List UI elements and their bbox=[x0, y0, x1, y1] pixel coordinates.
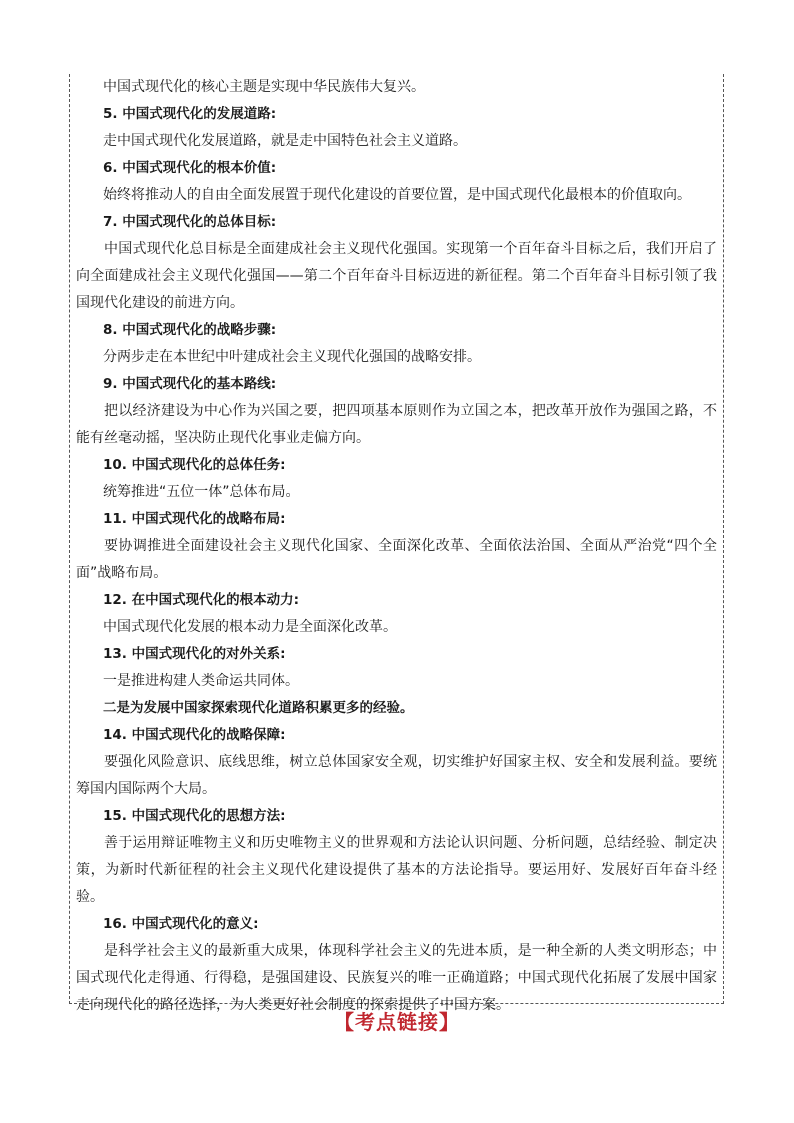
section-body: 要协调推进全面建设社会主义现代化国家、全面深化改革、全面依法治国、全面从严治党“四个全面”战略布局。 bbox=[76, 538, 717, 581]
section-heading: 8. 中国式现代化的战略步骤: bbox=[103, 322, 277, 338]
section-body: 中国式现代化发展的根本动力是全面深化改革。 bbox=[103, 619, 397, 635]
section-bold-text: 二是为发展中国家探索现代化道路积累更多的经验。 bbox=[103, 700, 414, 716]
section-heading: 13. 中国式现代化的对外关系: bbox=[103, 646, 286, 662]
section-heading: 9. 中国式现代化的基本路线: bbox=[103, 376, 277, 392]
section-heading: 12. 在中国式现代化的根本动力: bbox=[103, 592, 300, 608]
section-body: 中国式现代化总目标是全面建成社会主义现代化强国。实现第一个百年奋斗目标之后，我们开启了向全面建成社会主义现代化强国——第二个百年奋斗目标迈进的新征程。第二个百年奋斗目标引领了我国现代化建设的前进方向。 bbox=[76, 241, 717, 311]
section-heading: 5. 中国式现代化的发展道路: bbox=[103, 106, 277, 122]
section-body: 要强化风险意识、底线思维，树立总体国家安全观，切实维护好国家主权、安全和发展利益。要统筹国内国际两个大局。 bbox=[76, 754, 717, 797]
section-heading: 11. 中国式现代化的战略布局: bbox=[103, 511, 286, 527]
section-body: 善于运用辩证唯物主义和历史唯物主义的世界观和方法论认识问题、分析问题，总结经验、制定决策，为新时代新征程的社会主义现代化建设提供了基本的方法论指导。要运用好、发展好百年奋斗经验。 bbox=[76, 835, 717, 905]
content-box bbox=[69, 74, 724, 1013]
section-body: 一是推进构建人类命运共同体。 bbox=[103, 673, 299, 689]
section-heading: 7. 中国式现代化的总体目标: bbox=[103, 214, 277, 230]
section-body: 是科学社会主义的最新重大成果，体现科学社会主义的先进本质，是一种全新的人类文明形态；中国式现代化走得通、行得稳，是强国建设、民族复兴的唯一正确道路；中国式现代化拓展了发展中国家走向现代化的路径选择，为人类更好社会制度的探索提供了中国方案。 bbox=[76, 943, 717, 1013]
section-heading: 15. 中国式现代化的思想方法: bbox=[103, 808, 286, 824]
section-body: 统筹推进“五位一体”总体布局。 bbox=[103, 484, 300, 500]
section-heading: 6. 中国式现代化的根本价值: bbox=[103, 160, 277, 176]
section-body: 始终将推动人的自由全面发展置于现代化建设的首要位置，是中国式现代化最根本的价值取向。 bbox=[103, 187, 691, 203]
section-body: 分两步走在本世纪中叶建成社会主义现代化强国的战略安排。 bbox=[103, 349, 481, 365]
section-body: 走中国式现代化发展道路，就是走中国特色社会主义道路。 bbox=[103, 133, 467, 149]
section-heading: 14. 中国式现代化的战略保障: bbox=[103, 727, 286, 743]
section-heading: 10. 中国式现代化的总体任务: bbox=[103, 457, 286, 473]
section-heading: 16. 中国式现代化的意义: bbox=[103, 916, 259, 932]
footer-title: 【考点链接】 bbox=[334, 1010, 460, 1034]
section-body: 把以经济建设为中心作为兴国之要，把四项基本原则作为立国之本，把改革开放作为强国之路，不能有丝毫动摇，坚决防止现代化事业走偏方向。 bbox=[76, 403, 717, 446]
intro-text: 中国式现代化的核心主题是实现中华民族伟大复兴。 bbox=[103, 79, 425, 95]
